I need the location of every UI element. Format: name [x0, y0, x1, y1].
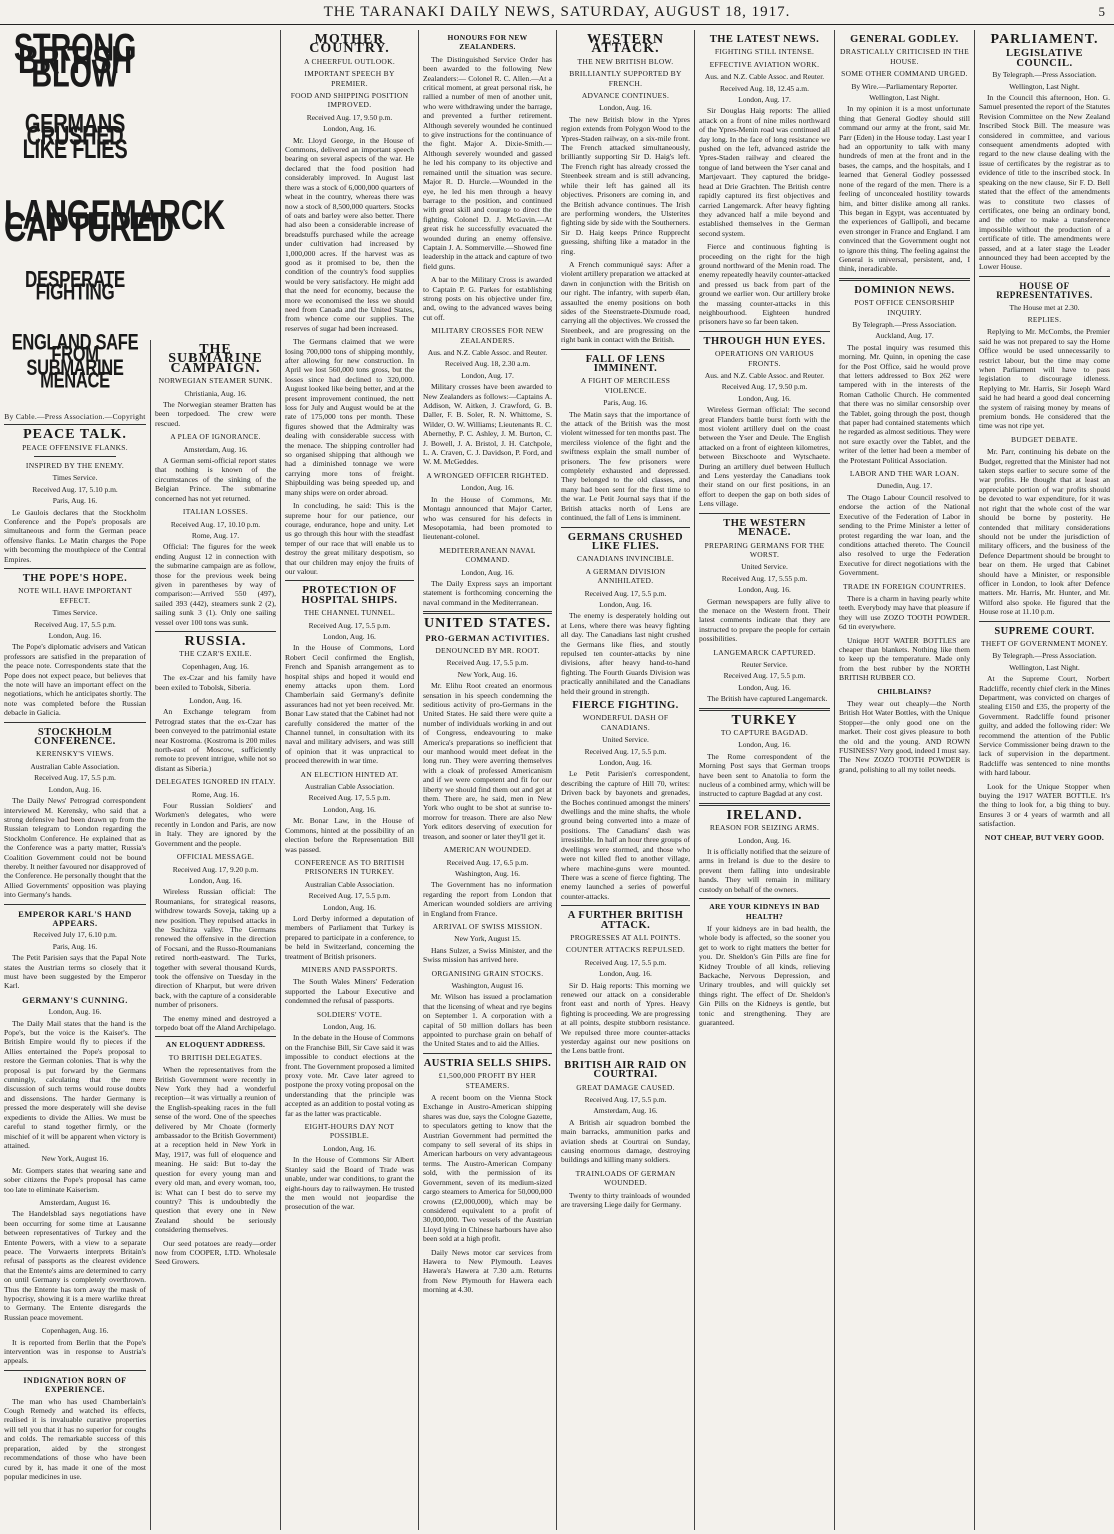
karl-title: EMPEROR KARL'S HAND APPEARS.: [18, 908, 132, 928]
western-attack-title: WESTERN ATTACK.: [586, 32, 665, 57]
divider: [4, 722, 146, 723]
peace-source: Times Service.: [52, 473, 98, 483]
torpedo-body: The enemy mined and destroyed a torpedo boat off the Aland Archipelago.: [155, 1013, 276, 1032]
ignored-dateline: Rome, Aug. 16.: [191, 789, 240, 799]
ireland-sub: REASON FOR SEIZING ARMS.: [709, 823, 820, 833]
further-received: Received Aug. 17, 5.5 p.m.: [584, 957, 667, 967]
mother-body-2: The Germans claimed that we were losing 700,000 tons of shipping monthly, after allowing for new construction. In April we lost 560,000 tons gross, but the losses since had declined to 320,000. August looked like being better, and at the present improvement continued, the nett loss for July and August would be at the rate of 175,000 tons per month. These figures showed that the Admiralty was dealing with considerable success with the menace. The shipping controller had so organised shipping that although we had a diminished tonnage we were carrying more tons of freight. Shipbuilding was being speeded up, and many ships were on order abroad.: [285, 337, 414, 497]
western-attack-body-2: A French communiqué says: After a violent artillery preparation we attacked at dawn in conjunction with the British on our right. The infantry, with superb élan, assaulted the enemy positions on both sides of the Steenstraete-Dixmude road, carrying all the objectives. We crossed the Steenbeek, and are progressing on the right bank in contact with the British.: [561, 259, 690, 345]
flies-received: Received Aug. 17, 5.5 p.m.: [584, 588, 667, 598]
masthead-title: THE TARANAKI DAILY NEWS, SATURDAY, AUGUST 18, 1917.: [323, 4, 791, 20]
american-wounded-dateline: Washington, Aug. 16.: [454, 868, 521, 878]
message-body: Wireless Russian official: The Roumanians, for strategical reasons, withdrew towards Soveja, taking up a new position. They repulsed attacks in the Suchitza valley. The Germans renewed the offensive in the direction of Focsani, and the Russo-Roumanians retired north-eastward. The Turks, together with several thousand Kurds, took the offensive on Tuesday in the direction of Kharput, but were driven back, with the capture of a considerable number of prisoners.: [155, 887, 276, 1010]
latest-dateline: London, Aug. 17.: [738, 95, 791, 105]
swiss-dateline: New York, August 15.: [454, 934, 521, 944]
western-attack-sub2: BRILLIANTLY SUPPORTED BY FRENCH.: [569, 69, 682, 88]
menace-title: THE WESTERN MENACE.: [723, 517, 806, 539]
election-body: Mr. Bonar Law, in the House of Commons, hinted at the possibility of an election before the Representation Bill was passed.: [285, 816, 414, 854]
miners-body: The South Wales Miners' Federation supported the Labour Executive and condemned the refusal of passports.: [285, 977, 414, 1006]
langemarck-source: Reuter Service.: [741, 659, 788, 669]
ireland-body: It is officially notified that the seizure of arms in Ireland is due to the desire to prevent them falling into undesirable hands. They will remain in military custody on behalf of the owners.: [699, 847, 830, 894]
prisoners-source: Australian Cable Association.: [304, 879, 395, 889]
hun-eyes-title: THROUGH HUN EYES.: [703, 335, 826, 347]
replies-body: Replying to Mr. McCombs, the Premier said he was not prepared to say the Home Office would be used unnecessarily to restrict labour, but the time may come when Parliament will have to pass legislation to discourage idleness. Replying to Mr. Harris, Sir Joseph Ward said he had heard a good deal concerning the system of raising money by means of premium bonds. He considered that the time was not ripe yet.: [979, 327, 1110, 431]
council-dateline: Wellington, Last Night.: [1009, 81, 1080, 91]
court-title: SUPREME COURT.: [994, 625, 1095, 637]
council-body: In the Council this afternoon, Hon. G. Samuel presented the report of the Statutes Revision Committee on the New Zealand Inscribed Stock Bill. The measure was considered in committee, and various consequent amendments adopted with regard to the new clause dealing with the issue of certificates by the registrar as to evidence of title to the inscribed stock. In speaking on the new clause, Sir F. D. Bell stated that the effect of the amendments was to constitute two classes of certificates, one being an ordinary bond, and the other to make a transference impossible without the production of a certificate of title. The amendments were passed, and at a later stage the Leader announced they had been accepted by the Lower House.: [979, 93, 1110, 272]
pope-title: THE POPE'S HOPE.: [22, 572, 128, 584]
langemarck-received: Received Aug. 17, 5.5 p.m.: [723, 671, 806, 681]
divider: [839, 278, 970, 281]
prisoners-dateline: London, Aug. 16.: [323, 902, 376, 912]
submarine-body: The Norwegian steamer Bratten has been torpedoed. The crew were rescued.: [155, 400, 276, 428]
mother-received: Received Aug. 17, 9.50 p.m.: [306, 112, 393, 122]
naval-title: MEDITERRANEAN NAVAL COMMAND.: [439, 545, 536, 565]
italian-title: ITALIAN LOSSES.: [182, 507, 249, 517]
lens-dateline: Paris, Aug. 16.: [603, 398, 648, 408]
trainloads-body: Twenty to thirty trainloads of wounded are traversing Liege daily for Germany.: [561, 1190, 690, 1210]
divider: [561, 527, 690, 528]
further-title: A FURTHER BRITISH ATTACK.: [567, 910, 684, 931]
dominion-title: DOMINION NEWS.: [854, 284, 955, 296]
fierce-source: United Service.: [602, 735, 649, 745]
kidney-title: ARE YOUR KIDNEYS IN BAD HEALTH?: [709, 902, 820, 921]
eight-hours-dateline: London, Aug. 16.: [323, 1143, 376, 1153]
air-raid-received: Received Aug. 17, 5.5 p.m.: [584, 1095, 667, 1105]
crosses-source: Aus. and N.Z. Cable Assoc. and Reuter.: [427, 348, 548, 357]
stockholm-dateline: London, Aug. 16.: [48, 784, 102, 794]
divider: [979, 276, 1110, 277]
root-received: Received Aug. 17, 5.5 p.m.: [446, 658, 529, 668]
banner-headline-3: LANGEMARCK CAPTURED: [4, 191, 225, 252]
stockholm-received: Received Aug. 17, 5.5 p.m.: [34, 773, 116, 783]
austria-sub: £1,500,000 PROFIT BY HER STEAMERS.: [438, 1071, 537, 1090]
turkey-sub: TO CAPTURE BAGDAD.: [720, 728, 809, 737]
ignored-sub: DELEGATES IGNORED IN ITALY.: [155, 777, 276, 787]
ireland-dateline: London, Aug. 16.: [738, 835, 791, 845]
banner-headline-2: GERMANS CRUSHED LIKE FLIES: [22, 109, 128, 165]
court-body: At the Supreme Court, Norbert Radcliffe, recently chief clerk in the Mines Department, was convicted on charges of stealing £150 and £35, the property of the Government. Radcliffe found prisoner guilty, and added the following rider: We recommend the attention of the Public Service Commissioner being drawn to the lack of supervision in the department. Radcliffe was sentenced to nine months with hard labour.: [979, 674, 1110, 778]
bottle-ad: Look for the Unique Stopper when buying the 1917 WATER BOTTLE. It's the thing to look for, a big thing to buy. Ensures 3 or 4 years of warmth and all satisfaction.: [979, 781, 1110, 829]
expert-body: The man who has used Chamberlain's Cough Remedy and watched its effects, realised it is invaluable curative properties will tell you that it has no superior for coughs and colds. The remarkable success of this preparation, aided by the strongest recommendations of those who have been cured by it, has made it one of the most popular medicines in use.: [4, 1396, 146, 1481]
air-raid-title: BRITISH AIR RAID ON COURTRAI.: [564, 1059, 687, 1081]
address-title: AN ELOQUENT ADDRESS.: [165, 1040, 266, 1050]
divider: [561, 905, 690, 906]
peace-received: Received Aug. 17, 5.10 p.m.: [32, 484, 118, 494]
menace-dateline: London, Aug. 16.: [738, 585, 791, 595]
naval-body: The Daily Express says an important statement is forthcoming concerning the naval command in the Mediterranean.: [423, 578, 552, 607]
censorship-source: By Telegraph.—Press Association.: [852, 319, 957, 329]
column-4: [418, 30, 556, 1530]
exile-body-2: An Exchange telegram from Petrograd states that the ex-Czar has been conveyed to the patrimonial estate near Kostroma. (Kostroma is 200 miles north-east of Moscow, sufficiently remote to prevent intrigue, while not so distant as Siberia.): [155, 707, 276, 773]
western-attack-body: The new British blow in the Ypres region extends from Polygon Wood to the Ypres-Staden railway, on a six-mile front. The French attacked simultaneously, brilliantly supporting Sir D. Haig's left. The French right has already crossed the Steenbeek stream and is still advancing, while their left has gained all its objectives. Prisoners are coming in, and the British advance continues. The Irish are performing wonders, the Ulsterites fighting side by side with the Southerners. Sir D. Haig keeps Prince Rupprecht guessing, shifting like a matador in the ring.: [561, 114, 690, 256]
karl-dateline: Paris, Aug. 16.: [52, 941, 98, 951]
divider: [699, 331, 830, 332]
representatives-sub: The House met at 2.30.: [1009, 302, 1080, 312]
godley-source: By Wire.—Parliamentary Reporter.: [851, 81, 958, 91]
divider: [4, 568, 146, 569]
divider: [4, 424, 146, 425]
karl-received: Received July 17, 6.10 p.m.: [33, 930, 117, 940]
divider: [979, 621, 1110, 622]
honours-title: HONOURS FOR NEW ZEALANDERS.: [447, 33, 528, 52]
address-sub: TO BRITISH DELEGATES.: [168, 1052, 263, 1062]
crosses-received: Received Aug. 18, 2.30 a.m.: [444, 359, 531, 369]
latest-body: Sir Douglas Haig reports: The allied attack on a front of nine miles northward of the Ypres-Menin road was continued all day long. In the face of long resistance we pushed on the left, advanced astride the Ypres-Staden railway and cleared the tongue of land between the Yser canal and Martjevaart. They captured the bridge-head at Drie Grachten. The British centre rapidly captured its first objectives and carried Langemarck. After heavy fighting they advanced half a mile beyond and established themselves in the German second system.: [699, 106, 830, 238]
peace-sub2: INSPIRED BY THE ENEMY.: [25, 460, 125, 470]
election-dateline: London, Aug. 16.: [323, 804, 376, 814]
court-source: By Telegraph.—Press Association.: [992, 651, 1097, 661]
fierce-title: FIERCE FIGHTING.: [572, 700, 679, 711]
submarine-dateline: Christiania, Aug. 16.: [184, 388, 247, 398]
lens-title: FALL OF LENS IMMINENT.: [585, 353, 666, 374]
amsterdam-body: The Handelsblad says negotiations have been occurring for some time at Lausanne between representatives of Turkey and the Entente Powers, with a view to a separate peace. The Vorwaerts interprets Britain's refusal of passports as the clearest evidence that the Entente's aims are determined to carry on until Germany is completely overthrown. Thus the Entente has torn away the mask of hypocrisy, showing it is a mere warlike threat to Germany. The Entente disregards the Russian peace movement.: [4, 1209, 146, 1322]
parliament-title: PARLIAMENT.: [990, 32, 1099, 47]
cunning-dateline: London, Aug. 16.: [48, 1007, 102, 1017]
fierce-sub: WONDERFUL DASH OF CANADIANS.: [582, 713, 669, 732]
divider: [699, 898, 830, 899]
mother-body-3: In concluding, he said: This is the supreme hour for our patience, our courage, endurance, hope and unity. Let us go through this hour with the steadfast temper of our race that will enable us to destroy the great military despotism, so that our children may enjoy the fruits of our valour.: [285, 501, 414, 576]
censorship-sub: POST OFFICE CENSORSHIP INQUIRY.: [854, 298, 955, 317]
wronged-body: In the House of Commons, Mr. Montagu announced that Major Carter, who was censured for his defects in Mesopotamia, had been promoted to lieutenant-colonel.: [423, 494, 552, 542]
hun-eyes-sub: OPERATIONS ON VARIOUS FRONTS.: [715, 349, 814, 368]
copenhagen-body: It is reported from Berlin that the Pope's intervention was in response to Austria's appeals.: [4, 1337, 146, 1366]
turkey-dateline: London, Aug. 16.: [738, 740, 791, 750]
banner-headline-5: ENGLAND SAFE FROM SUBMARINE MENACE: [11, 330, 139, 394]
miners-sub: MINERS AND PASSPORTS.: [301, 964, 398, 974]
italian-received: Received Aug. 17, 10.10 p.m.: [170, 519, 261, 529]
grain-dateline: Washington, August 16.: [451, 980, 524, 990]
message-received: Received Aug. 17, 9.20 p.m.: [172, 864, 259, 874]
pope-body: The Pope's diplomatic advisers and Vatican professors are satisfied in the preparation of the peace note. Correspondents state that the Pope does not expect peace, but believes that the note will have an important effect on the negotiations, which he anticipates shortly. The note was completed before the Russian debacle in Galicia.: [4, 642, 146, 718]
ny-body: Mr. Gompers states that wearing sane and sober citizens the Pope's proposal has came too late to eliminate Kaiserism.: [4, 1165, 146, 1194]
column-7: [834, 30, 974, 1530]
message-dateline: London, Aug. 16.: [189, 875, 242, 885]
russia-title: RUSSIA.: [184, 633, 247, 649]
western-attack-sub3: ADVANCE CONTINUES.: [581, 91, 670, 101]
wronged-title: A WRONGED OFFICER RIGHTED.: [426, 470, 549, 480]
western-attack-sub: THE NEW BRITISH BLOW.: [577, 56, 674, 66]
stockholm-body: The Daily News' Petrograd correspondent interviewed M. Kerensky, who said that a strong defensive had been drawn up from the Russian telegram to London regarding the Stockholm Conference. He explained that as the Conference was a party matter, Russia's Coalition Government could not be bound thereby. It neither favoured nor disapproved of the Conference. He personally thought that the Allied Governments' opposition was playing into Germany's hands.: [4, 796, 146, 900]
langemarck-sub: LANGEMARCK CAPTURED.: [713, 647, 816, 657]
american-wounded-body: The Government has no information regarding the report from London that American wounded soldiers are arriving in England from France.: [423, 880, 552, 918]
latest-body-2: Fierce and continuous fighting is proceeding on the right for the high ground northward of the Menin road. The enemy repeatedly heavily counter-attacked and pressed us back from part of the ground we earlier won. Our artillery broke the massing counter-attacks in this neighbourhood. Eighteen hundred prisoners have so far been taken.: [699, 242, 830, 327]
turkey-body: The Rome correspondent of the Morning Post says that German troops have been sent to Anatolia to form the nucleus of a combined army, which will be instructed to capture Bagdad at any cost.: [699, 751, 830, 799]
kidney-body: If your kidneys are in bad health, the whole body is affected, so the sooner you get to work to right matters the better for you. Dr. Sheldon's Gin Pills are fine for Kidney Trouble of all kinds, relieving Backache, Nervous Depression, and Urinary troubles, and will quickly set things right. The effect of Dr. Sheldon's Gin Pills on the Kidneys is gentle, but tonic and strengthening. They are guaranteed.: [699, 923, 830, 1027]
mother-sub3: FOOD AND SHIPPING POSITION IMPROVED.: [290, 91, 409, 110]
trade-body-2: Unique HOT WATER BOTTLES are cheaper than blankets. Nothing like them to keep up the temperature. Made only from the best rubber by the NORTH BRITISH RUBBER CO.: [839, 635, 970, 683]
military-cross-note: A bar to the Military Cross is awarded to Captain P. G. Parkes for establishing strong posts on his objective under fire, and, owing to the advanced waves being cut off.: [423, 275, 552, 322]
flies-sub: CANADIANS INVINCIBLE.: [576, 554, 675, 564]
latest-sub: FIGHTING STILL INTENSE.: [714, 47, 815, 57]
pope-sub: NOTE WILL HAVE IMPORTANT EFFECT.: [18, 586, 132, 605]
address-body: When the representatives from the British Government were recently in New York they had a wonderful reception—it was virtually a reunion of the English-speaking races in the full sense of the word. One of the speeches delivered by Mr Choate (formerly ambassador to the British Government) at a reception held in New York in May, 1917, was full of eloquence and meaning. He said: But to-day the question for every young man and every old man, and every woman, too, is: What can I best do to serve my country? This is undoubtedly the question that every one in New Zealand should be seriously considering themselves.: [155, 1065, 276, 1235]
copenhagen-dateline: Copenhagen, Aug. 16.: [41, 1326, 109, 1336]
swiss-body: Hans Sulzer, a Swiss Minister, and the Swiss mission has arrived here.: [423, 945, 552, 965]
plea-dateline: Amsterdam, Aug. 16.: [183, 444, 248, 454]
grain-sub: ORGANISING GRAIN STOCKS.: [431, 968, 544, 978]
column-5: [556, 30, 694, 1530]
exile-body: The ex-Czar and his family have been exiled to Tobolsk, Siberia.: [155, 673, 276, 692]
pope-dateline: London, Aug. 16.: [48, 631, 102, 640]
swiss-sub: ARRIVAL OF SWISS MISSION.: [432, 921, 543, 931]
hospital-title: PROTECTION OF HOSPITAL SHIPS.: [301, 585, 398, 606]
pro-german-sub: PRO-GERMAN ACTIVITIES.: [425, 632, 550, 643]
trade-sub: TRADE IN FOREIGN COUNTRIES.: [842, 581, 967, 591]
austria-body: A recent boom on the Vienna Stock Exchange in Austro-American shipping shares was due, says the Cologne Gazette, to speculators getting to know that the Austrian Government had permitted the company to sell several of its ships in American harbours on very advantageous terms. The Austro-American Company sold, with the permission of its Government, seven of its medium-sized cargo steamers to America for 50,000,000 crowns (£2,000,000), which may be considered equivalent to a profit of 30,000,000. Two vessels of the Austrian Lloyd lying in Chinese harbours have also been sold at a high profit.: [423, 1093, 552, 1244]
tunnel-sub: THE CHANNEL TUNNEL.: [303, 608, 396, 618]
masthead: [0, 0, 1114, 25]
crosses-title: MILITARY CROSSES FOR NEW ZEALANDERS.: [431, 326, 544, 345]
pope-source: Times Service.: [52, 608, 98, 618]
langemarck-dateline: London, Aug. 16.: [738, 682, 791, 692]
air-raid-dateline: Amsterdam, Aug. 16.: [593, 1106, 658, 1116]
ny-dateline: New York, August 16.: [41, 1154, 109, 1164]
prisoners-body: Lord Derby informed a deputation of members of Parliament that Turkey is prepared to participate in a conference, to be held in Switzerland, concerning the treatment of British prisoners.: [285, 913, 414, 961]
italian-body: Official: The figures for the week ending August 12 in connection with the submarine campaign are as follow, those for the previous week being given in parentheses by way of comparison:—Arrived 550 (497), sailed 393 (442), steamers sunk 2 (2), sailing sunk 3 (1). Only one sailing vessel over 100 tons was sunk.: [155, 542, 276, 627]
censorship-dateline: Auckland, Aug. 17.: [875, 331, 934, 341]
austria-title: AUSTRIA SELLS SHIPS.: [423, 1057, 552, 1069]
column-3: [280, 30, 418, 1530]
menace-sub: PREPARING GERMANS FOR THE WORST.: [704, 540, 825, 559]
fierce-body: Le Petit Parisien's correspondent, describing the capture of Hill 70, writes: Driven back by bayonets and grenades, the Boches continued amongst the miners' dwellings and the mine shafts, the whole ground being converted into a maze of positions. The Canadians' dash was irresistible. In half an hour three groups of dwellings were stormed, and those who were not killed fled to another village, where machine-guns were mounted. There was a scene of fierce fighting. The enemy launched a series of powerful counter-attacks.: [561, 769, 690, 901]
naval-dateline: London, Aug. 16.: [461, 567, 514, 577]
chilblains-body: They wear out cheaply—the North British Hot Water Bottles, with the Unique Stopper—the only good one on the market. Their cost gives pleasure to both the old and the young. AND ROWN FUSINESS? Very good, indeed I must say. The New ZOZO TOOTH POWDER is grand, polishing to all my toilet needs.: [839, 699, 970, 774]
hun-eyes-dateline: London, Aug. 16.: [738, 393, 791, 403]
eight-hours-sub: EIGHT-HOURS DAY NOT POSSIBLE.: [304, 1122, 395, 1141]
tunnel-dateline: London, Aug. 16.: [323, 631, 376, 641]
column-8: [974, 30, 1114, 1530]
italian-dateline: Rome, Aug. 17.: [191, 530, 240, 540]
grain-body: Mr. Wilson has issued a proclamation that the licensing of wheat and rye begins on September 1. A corporation with a capital of 50 million dollars has been appointed to purchase grain on behalf of the United States and to aid the Allies.: [423, 992, 552, 1049]
flies-body: The enemy is desperately holding out at Lens, where there was heavy fighting all day. The Canadians last night crushed the Germans like flies, and stoutly repulsed ten counter-attacks by nine divisions, after heavy hand-to-hand fighting. The Fourth Guards Division was practically annihilated and the Canadians held their ground in strength.: [561, 611, 690, 696]
further-dateline: London, Aug. 16.: [599, 969, 652, 979]
menace-body: German newspapers are fully alive to the menace on the Western front. Their latest comments indicate that they are instructed to prepare the people for certain possibilities.: [699, 596, 830, 644]
banner-headline-4: DESPERATE FIGHTING: [25, 267, 125, 306]
cunning-body: The Daily Mail states that the hand is the Pope's, but the voice is the Kaiser's. The British Empire would fly to pieces if the Allies entertained the Pope's proposal to restore the German colonies. That is why the proposal is put forward by the Germans cunningly, calculating that the mere discussion of such terms would rouse doubts and dissensions. The harder Germany is pressed the more desperately will she devise expedients to divide the Allies. We must be careful to stand together firmly, or the mischief of it will be apparent when victory is attained.: [4, 1018, 146, 1150]
cunning-title: GERMANY'S CUNNING.: [22, 994, 128, 1005]
column-2: [150, 340, 280, 1530]
plea-title: A PLEA OF IGNORANCE.: [170, 432, 261, 442]
chilblains-title: CHILBLAINS?: [877, 686, 932, 696]
godley-body: In my opinion it is a most unfortunate thing that General Godley should still command our army at the front, said Mr. Parr (Eden) in the House today. Last year I had an opportunity to talk with many hundreds of men at the front and in the bases, the camps, and the hospitals, and I learned that General Godley possessed none of the regard of the men. There is a feeling of unconcealed hostility towards him, and bitter dislike among all ranks. This began in Egypt, was accentuated by the experiences of Gallipoli, and became even stronger in France and England. I am convinced that the Government ought not to ignore this thing. The feeling against the General is universal, persistent, and, I think, ineradicable.: [839, 104, 970, 274]
godley-title: GENERAL GODLEY.: [850, 34, 959, 45]
latest-title: THE LATEST NEWS.: [709, 34, 820, 45]
peace-title: PEACE TALK.: [23, 427, 127, 443]
prisoners-received: Received Aug. 17, 5.5 p.m.: [308, 891, 391, 901]
submarine-sub: NORWEGIAN STEAMER SUNK.: [158, 376, 273, 386]
exile-dateline-2: London, Aug. 16.: [189, 696, 242, 705]
representatives-title: HOUSE OF REPRESENTATIVES.: [996, 280, 1093, 301]
exile-dateline: Copenhagen, Aug. 16.: [182, 661, 249, 671]
turkey-title: TURKEY: [731, 712, 798, 728]
divider: [699, 803, 830, 806]
divider: [4, 904, 146, 905]
root-body: Mr. Elihu Root created an enormous sensation in his speech condemning the seditious activity of pro-Germans in the United States. He said there were quite a number of individuals working in and out of Congress, endeavouring to make America's preparations so inefficient that our manhood would meet defeat in the long run. They were averring themselves with a cloak of professed Americanism and if we were competent and fit for our liberty we should find them out and get at them. There are, he said, men in New York who ought to be shot at sunrise to-morrow for treason. There are also New York editors deserving of execution for treason, and sooner or later they'll get it.: [423, 681, 552, 841]
cable-credit: By Cable.—Press Association.—Copyright: [4, 411, 146, 421]
censorship-body: The postal inquiry was resumed this morning. Mr. Quinn, in opening the case for the Post Office, said he would prove that letters addressed to Box 262 were tampered with in the interests of the Roman Catholic Church. He commented that there was no similar censorship over the Tablet, going through the post, though that paper had contained statements which he regarded as almost seditious. They were not sure exactly over the Tablet, and the writer of the letter had been a member of the Protestant Political Association.: [839, 342, 970, 465]
exile-sub: THE CZAR'S EXILE.: [179, 649, 252, 659]
divider: [423, 611, 552, 614]
court-sub: THEFT OF GOVERNMENT MONEY.: [981, 638, 1108, 648]
air-raid-body: A British air squadron bombed the main barracks, ammunition parks and aviation sheds at Courtrai on Sunday, causing enormous damage, destroying buildings and killing many soldiers.: [561, 1117, 690, 1165]
american-wounded-received: Received Aug. 17, 6.5 p.m.: [446, 857, 529, 867]
trade-body: There is a charm in having pearly white teeth. Everybody may have that pleasure if they will use ZOZO TOOTH POWDER. 6d tin everywhere.: [839, 593, 970, 632]
root-sub: DENOUNCED BY MR. ROOT.: [435, 645, 540, 655]
further-sub: PROGRESSES AT ALL POINTS.: [570, 932, 681, 942]
votes-dateline: London, Aug. 16.: [323, 1022, 376, 1031]
pope-received: Received Aug. 17, 5.5 p.m.: [34, 619, 116, 629]
divider: [699, 708, 830, 711]
further-sub2: COUNTER ATTACKS REPULSED.: [565, 945, 686, 955]
divider: [4, 1370, 146, 1371]
votes-sub: SOLDIERS' VOTE.: [316, 1009, 383, 1019]
godley-dateline: Wellington, Last Night.: [869, 93, 940, 103]
divider: [285, 580, 414, 581]
column-6: [694, 30, 834, 1530]
fierce-dateline: London, Aug. 16.: [599, 758, 652, 768]
amsterdam-dateline: Amsterdam, August 16.: [39, 1197, 111, 1207]
fierce-received: Received Aug. 17, 5.5 p.m.: [584, 746, 667, 756]
godley-sub2: SOME OTHER COMMAND URGED.: [841, 69, 968, 79]
council-sub: LEGISLATIVE COUNCIL.: [1005, 48, 1084, 69]
divider: [699, 513, 830, 514]
budget-body: Mr. Parr, continuing his debate on the Budget, regretted that the Minister had not taken steps earlier to secure some of the war profits. He thought that at least an appreciable portion of war profits should be devoted to war expenditure, for it was not right that the whole cost of the war should be borne by posterity. He contended that military considerations should not be under the jurisdiction of military officers, and the business of the Defence Department should be brought to bear on them. He urged that Cabinet should have a Minister, or responsible officer in London, to look after Defence matters. Mr. Harris, Mr. Hunter, and Mr. Wilford also spoke. He figured that the House rose at 11.10 p.m.: [979, 447, 1110, 617]
latest-received: Received Aug. 18, 12.45 a.m.: [720, 83, 809, 93]
wronged-dateline: London, Aug. 16.: [461, 483, 514, 493]
trainloads-sub: TRAINLOADS OF GERMAN WOUNDED.: [575, 1168, 676, 1188]
western-attack-dateline: London, Aug. 16.: [599, 103, 652, 113]
mother-sub2: IMPORTANT SPEECH BY PREMIER.: [304, 69, 395, 88]
root-dateline: New York, Aug. 16.: [457, 669, 518, 679]
tunnel-received: Received Aug. 17, 5.5 p.m.: [308, 620, 391, 630]
flies-sub2: A GERMAN DIVISION ANNIHILATED.: [585, 566, 666, 586]
replies-sub: REPLIES.: [1027, 314, 1062, 324]
council-source: By Telegraph.—Press Association.: [992, 70, 1097, 80]
american-wounded-sub: AMERICAN WOUNDED.: [443, 845, 532, 855]
election-sub: AN ELECTION HINTED AT.: [300, 769, 399, 779]
mother-body: Mr. Lloyd George, in the House of Commons, delivered an important speech bearing on several aspects of the war. He declared that the food position had considerably improved. In August last there was a stock of 6,000,000 quarters of wheat in the country, whereas there was now a stock of 8,500,000 quarters. Stocks of oats and barley were also better. There had also been a considerable increase of breadstuffs purchased while the acreage under cultivation had increased by 1,000,000 acres. If the harvest was as good as it promised to be, then the condition of the country's food supplies would be very satisfactory. He might add that the need for economy, because the more we economised the less we should need from Canada and the United States, from whence come our supplies. The reserves of sugar had been increased.: [285, 135, 414, 333]
peace-sub: PEACE OFFENSIVE FLANKS.: [22, 442, 128, 452]
crosses-dateline: London, Aug. 17.: [461, 370, 514, 380]
divider: [155, 631, 276, 632]
mother-dateline: London, Aug. 16.: [323, 124, 376, 134]
election-received: Received Aug. 17, 5.5 p.m.: [308, 793, 391, 803]
hun-eyes-received: Received Aug. 17, 9.50 p.m.: [721, 382, 808, 392]
plea-body: A German semi-official report states that nothing is known of the circumstances of the sinking of the Belgian Prince. The submarine concerned has not yet returned.: [155, 456, 276, 503]
langemarck-body: The British have captured Langemarck.: [707, 694, 828, 704]
divider: [155, 1036, 276, 1037]
eight-hours-body: In the House of Commons Sir Albert Stanley said the Board of Trade was unable, under war conditions, to grant the eight-hours day to railwaymen. He trusted the men would not jeopardise the prosecution of the war.: [285, 1155, 414, 1212]
election-source: Australian Cable Association.: [304, 782, 395, 792]
further-body: Sir D. Haig reports: This morning we renewed our attack on a considerable front east and north of Ypres. Heavy fighting is proceeding. We are progressing at all points, despite stubborn resistance. We repulsed three more counter-attacks yesterday against our new positions on the Lens battle front.: [561, 980, 690, 1056]
honours-body: The Distinguished Service Order has been awarded to the following New Zealanders:— Colonel R. C. Allen.—At a critical moment, at great personal risk, he rallied a number of men of another unit, who were withdrawing under the barrage, and prevented a further retirement. Although severely wounded he continued to give instructions for the continuance of the fight. Major A. Dixie-Smith.—Although severely wounded and gassed he led his company to its objective and remained until the situation was secure. Major R. D. Hurcle.—Wounded in the eye, he led his men through a heavy barrage to the position, and continued with great skill and courage to direct the fighting. Colonel D. J. McGavin.—At great risk he successfully evacuated the wounded during an enemy offensive. Captain J. A. Sommerville.—Showed fine leadership in the attack and capture of two field guns.: [423, 54, 552, 271]
page-number: 5: [1098, 4, 1106, 19]
menace-source: United Service.: [741, 562, 788, 572]
message-sub: OFFICIAL MESSAGE.: [176, 852, 255, 862]
united-states-title: UNITED STATES.: [423, 616, 552, 632]
labour-dateline: Dunedin, Aug. 17.: [876, 481, 933, 491]
divider: [423, 1053, 552, 1054]
mother-title: MOTHER COUNTRY.: [309, 32, 390, 57]
stockholm-source: Australian Cable Association.: [30, 761, 120, 771]
labour-sub: LABOR AND THE WAR LOAN.: [849, 469, 960, 479]
peace-body: Le Gaulois declares that the Stockholm Conference and the Pope's proposals are simultaneous and form the German peace offensive flanks. Le Matin charges the Pope with becoming the mouthpiece of the Central Empires.: [4, 507, 146, 564]
latest-source: Aus. and N.Z. Cable Assoc. and Reuter.: [704, 72, 825, 82]
motor-ad: Daily News motor car services from Hawera to New Plymouth. Leaves Hawera's Hawera at 7.30 a.m. Returns from New Plymouth for Hawera each morning at 4.30.: [423, 1247, 552, 1295]
air-raid-sub: GREAT DAMAGE CAUSED.: [576, 1082, 675, 1092]
hun-eyes-source: Aus. and N.Z. Cable Assoc. and Reuter.: [704, 371, 825, 380]
crosses-body: Military crosses have been awarded to New Zealanders as follows:—Captains A. Addison, W. Aitken, J. Crawford, G. B. Daller, F. B. Soler, R. N. Whittome, S. Wilder, O. W. Williams; Lieutenants R. C. Abernethy, P. C. Ashley, J. M. Burton, C. J. Bowell, J. A. Bristol, J. H. Catchpole, L. A. Craven, C. J. Davidson, P. Ford, and W. M. McGeddes.: [423, 382, 552, 467]
karl-body: The Petit Parisien says that the Papal Note states the Austrian terms so closely that it must have been suggested by the Emperor Karl.: [4, 953, 146, 991]
flies-title: GERMANS CRUSHED LIKE FLIES.: [567, 531, 684, 552]
court-dateline: Wellington, Last Night.: [1009, 662, 1080, 672]
divider: [561, 349, 690, 350]
lens-body: The Matin says that the importance of the attack of the British was the most violent witnessed for ten months past. The merciless violence of the fight and the swiftness explain the small number of prisoners. The few prisoners were completely exhausted and depressed. They belonged to the old classes, and many had been sent for the first time to the war. Le Petit Journal says that if the British attacks north of Lens are continued, the fall of Lens is imminent.: [561, 409, 690, 523]
godley-sub: DRASTICALLY CRITICISED IN THE HOUSE.: [840, 47, 969, 66]
labour-body: The Otago Labour Council resolved to endorse the action of the National Executive of the Federation of Labor in sending to the Prime Minister a letter of protest regarding the war loan, and the conditions attached thereto. The Council also resolved to urge the Federation Executive for direct negotiations with the Government.: [839, 492, 970, 578]
submarine-title: THE SUBMARINE CAMPAIGN.: [168, 342, 263, 376]
tunnel-body: In the House of Commons, Lord Robert Cecil confirmed the English, French and Spanish arrangement as to hospital ships and hoped it would end enemy attacks upon them. Lord Chamberlain said Germany's definite assurances had not yet been received. Mr. Bonar Law stated that the Cabinet had not carefully considered the matter of the Channel tunnel, in consultation with its naval and military advisers, and was still of opinion that it was unpractical to proceed therewith in war time.: [285, 643, 414, 766]
votes-body: In the debate in the House of Commons on the Franchise Bill, Sir Cave said it was impossible to conduct elections at the front. The Government proposed a limited proxy vote. Mr. Cave later agreed to postpone the proxy voting proposal on the understanding that the principle was accepted as an addition to postal voting as far as the latter was practicable.: [285, 1033, 414, 1118]
budget-sub: BUDGET DEBATE.: [1011, 434, 1078, 444]
seed-ad: Our seed potatoes are ready—order now from COOPER, LTD. Wholesale Seed Growers.: [155, 1238, 276, 1267]
banner-headline-1: STRONG BRITISH BLOW: [13, 26, 137, 96]
hun-eyes-body: Wireless German official: The second great Flanders battle burst forth with the most violent artillery duel on the coast between the Yser and Deule. The English attacked on a front of eighteen kilometres, between Bixschoote and Wytschaete. During an artillery duel between Hulluch and Lens yesterday the Canadians took their stand on our first positions, in an effort to deepen the gap on both sides of Lens village.: [699, 405, 830, 509]
prisoners-sub: CONFERENCE AS TO BRITISH PRISONERS IN TURKEY.: [294, 857, 405, 877]
bottle-ad-tag: NOT CHEAP, BUT VERY GOOD.: [984, 832, 1105, 842]
ignored-body: Four Russian Soldiers' and Workmen's delegates, who were recently in London and Paris, are now in Italy. They are ignored by the Government and the people.: [155, 801, 276, 848]
lens-sub: A FIGHT OF MERCILESS VIOLENCE.: [580, 376, 671, 395]
ireland-title: IRELAND.: [726, 807, 803, 823]
mother-sub: A CHEERFUL OUTLOOK.: [303, 56, 396, 66]
stockholm-title: STOCKHOLM CONFERENCE.: [34, 726, 116, 748]
latest-sub2: EFFECTIVE AVIATION WORK.: [709, 59, 820, 69]
peace-dateline: Paris, Aug. 16.: [52, 496, 98, 506]
flies-dateline: London, Aug. 16.: [599, 599, 652, 609]
divider: [34, 456, 116, 457]
expert-title: INDIGNATION BORN OF EXPERIENCE.: [23, 1375, 127, 1395]
menace-received: Received Aug. 17, 5.55 p.m.: [721, 573, 808, 583]
stockholm-sub: KERENSKY'S VIEWS.: [36, 749, 114, 759]
